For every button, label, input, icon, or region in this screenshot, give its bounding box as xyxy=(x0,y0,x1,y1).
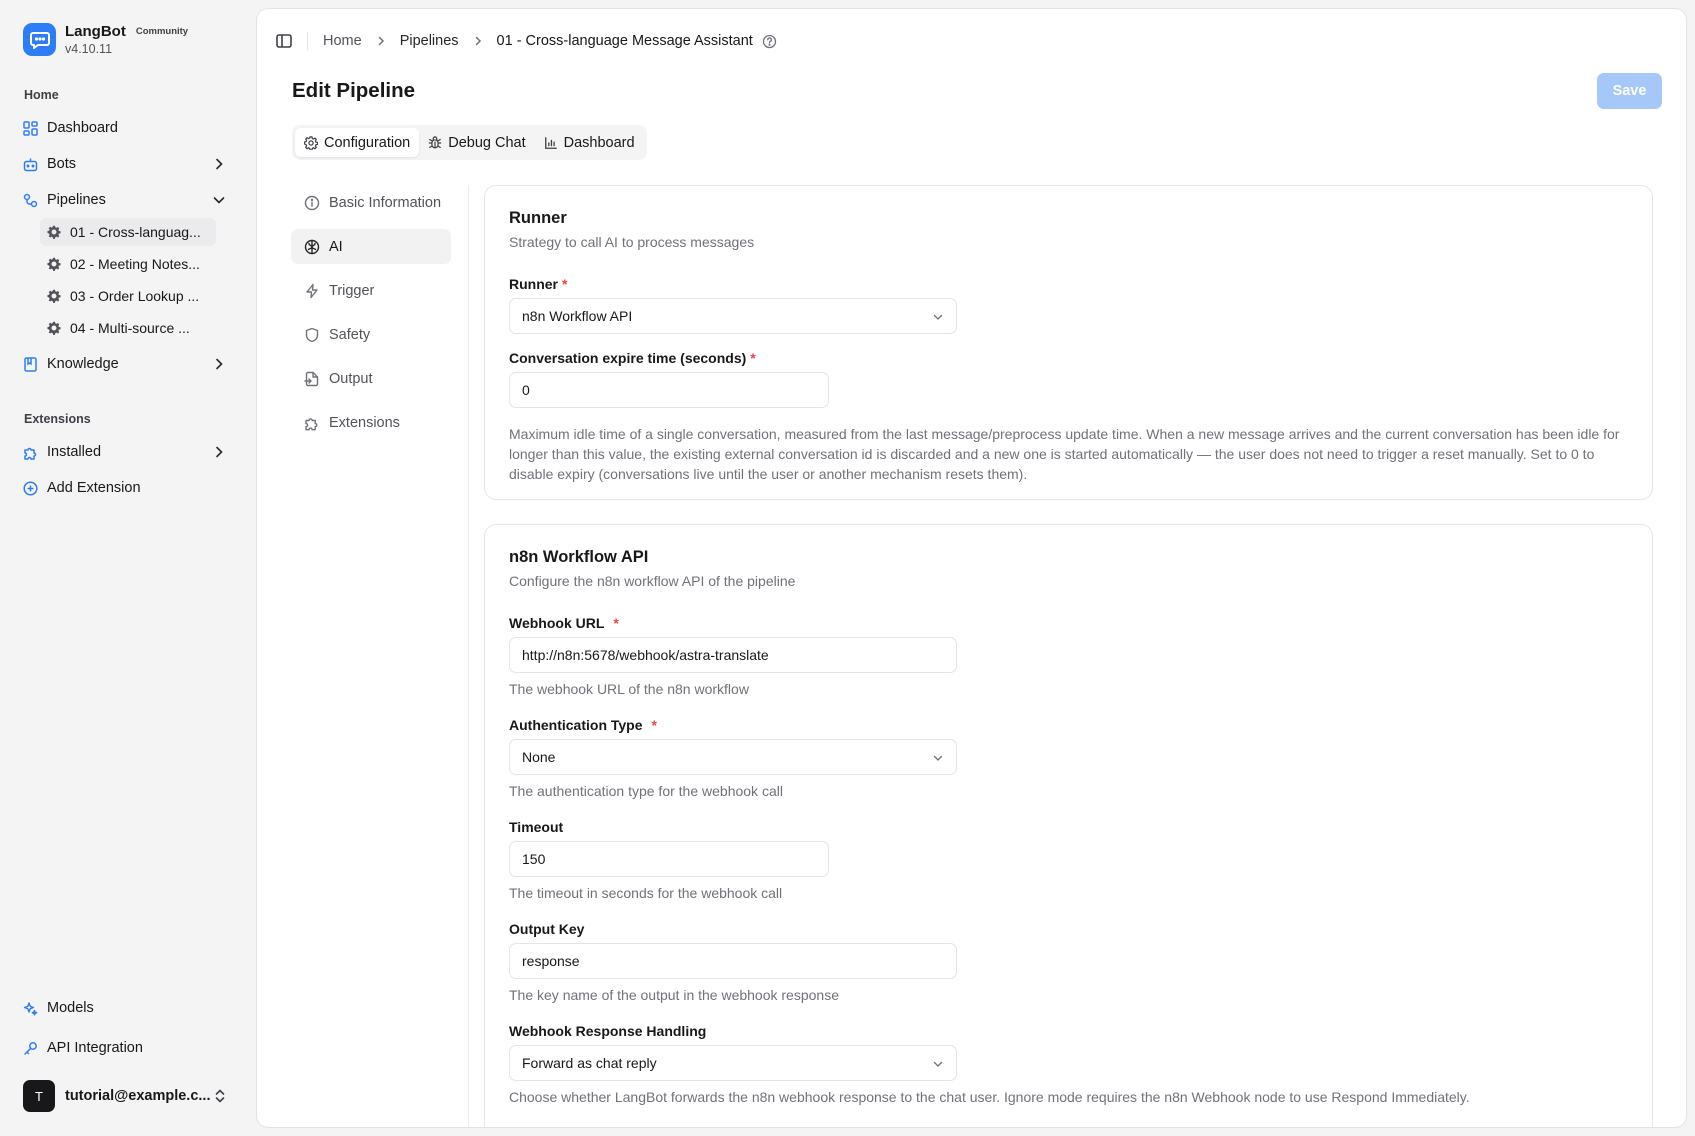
tab-configuration[interactable] xyxy=(295,128,419,157)
response-handling-value: Forward as chat reply xyxy=(522,1055,657,1071)
shield-icon xyxy=(304,327,320,343)
section-nav-basic-information[interactable] xyxy=(291,185,451,220)
output-key-value: response xyxy=(522,953,580,969)
app-version: v4.10.11 xyxy=(65,42,113,56)
chevron-right-icon xyxy=(472,35,484,47)
response-handling-select[interactable] xyxy=(509,1045,957,1081)
section-nav-label: AI xyxy=(329,238,343,255)
gear-icon xyxy=(47,225,61,239)
runner-select-value: n8n Workflow API xyxy=(522,308,633,324)
sidebar-item-label: Models xyxy=(47,1000,94,1016)
card-title: Runner xyxy=(509,209,567,227)
bot-icon xyxy=(22,156,38,172)
auth-type-value: None xyxy=(522,749,556,765)
pipeline-item-label: 04 - Multi-source ... xyxy=(70,320,190,336)
auth-type-label: Authentication Type * xyxy=(509,717,657,733)
workflow-icon xyxy=(22,192,38,208)
sidebar-item-label: API Integration xyxy=(47,1040,143,1056)
runner-label: Runner * xyxy=(509,276,568,292)
page-title: Edit Pipeline xyxy=(292,79,416,102)
section-nav-label: Basic Information xyxy=(329,194,442,211)
user-menu[interactable] xyxy=(23,1080,237,1112)
section-nav-ai[interactable] xyxy=(291,229,451,264)
output-key-label: Output Key xyxy=(509,921,585,937)
section-nav-label: Trigger xyxy=(329,282,375,299)
sidebar-item-dashboard[interactable] xyxy=(22,113,234,143)
save-button[interactable]: Save xyxy=(1597,73,1662,109)
runner-card xyxy=(484,185,1653,500)
expire-help-text: Maximum idle time of a single conversation, measured from the last message/preprocess update time. When a new message arrives and the current conversation has been idle for longer than this value, the existing external conversation id is discarded and a new one is started automatically — the user does not need to trigger a reset manually. Set to 0 to disable expiry (conversations live until the user or another mechanism resets them). xyxy=(509,426,1620,482)
sidebar-item-label: Pipelines xyxy=(47,192,106,208)
chevron-right-icon xyxy=(212,157,226,171)
bug-icon xyxy=(428,136,442,150)
output-key-input[interactable] xyxy=(509,943,957,979)
pipeline-item-label: 02 - Meeting Notes... xyxy=(70,256,200,272)
lightning-icon xyxy=(304,283,320,299)
section-nav-label: Output xyxy=(329,370,373,387)
sidebar-item-installed[interactable] xyxy=(22,437,234,467)
sidebar-pipeline-item[interactable] xyxy=(40,282,216,310)
tab-label: Configuration xyxy=(324,134,411,151)
section-nav-label: Safety xyxy=(329,326,371,343)
bar-chart-icon xyxy=(544,136,558,150)
sidebar-pipeline-item[interactable] xyxy=(40,218,216,246)
main-panel xyxy=(256,8,1687,1128)
section-label-home: Home xyxy=(24,88,59,102)
langbot-logo-icon xyxy=(23,23,56,56)
tab-debug-chat[interactable] xyxy=(419,128,534,157)
sidebar-item-api-integration[interactable] xyxy=(22,1033,234,1063)
plus-circle-icon xyxy=(22,480,38,496)
timeout-value: 150 xyxy=(522,851,546,867)
section-nav-output[interactable] xyxy=(291,361,451,396)
webhook-url-help: The webhook URL of the n8n workflow xyxy=(509,681,749,697)
key-icon xyxy=(22,1040,38,1056)
section-nav xyxy=(291,185,451,449)
sidebar-item-add-extension[interactable] xyxy=(22,473,234,503)
brand[interactable] xyxy=(23,23,188,56)
book-icon xyxy=(22,356,38,372)
chevron-right-icon xyxy=(375,35,387,47)
chevron-right-icon xyxy=(212,445,226,459)
divider xyxy=(307,32,308,50)
chevron-down-icon xyxy=(932,311,944,323)
breadcrumb-home[interactable]: Home xyxy=(323,33,362,49)
section-nav-extensions[interactable] xyxy=(291,405,451,440)
sidebar-item-knowledge[interactable] xyxy=(22,349,234,379)
sidebar xyxy=(0,0,256,1136)
timeout-input[interactable] xyxy=(509,841,829,877)
user-email: tutorial@example.c... xyxy=(65,1088,211,1104)
sidebar-item-label: Installed xyxy=(47,444,102,460)
sidebar-item-pipelines[interactable] xyxy=(22,185,234,215)
gear-icon xyxy=(304,136,318,150)
runner-select[interactable] xyxy=(509,298,957,334)
expire-label: Conversation expire time (seconds) * xyxy=(509,350,756,366)
sidebar-item-label: Dashboard xyxy=(47,120,118,136)
sidebar-item-label: Add Extension xyxy=(47,480,141,496)
expire-time-value: 0 xyxy=(522,382,530,398)
response-handling-help: Choose whether LangBot forwards the n8n webhook response to the chat user. Ignore mode requires the n8n Webhook node to use Respond Immediately. xyxy=(509,1089,1470,1105)
gear-icon xyxy=(47,289,61,303)
chevrons-up-down-icon xyxy=(213,1088,227,1104)
auth-type-help: The authentication type for the webhook call xyxy=(509,783,783,799)
sidebar-item-label: Knowledge xyxy=(47,356,119,372)
breadcrumb-current: 01 - Cross-language Message Assistant xyxy=(496,33,753,49)
timeout-help: The timeout in seconds for the webhook call xyxy=(509,885,783,901)
pipeline-item-label: 03 - Order Lookup ... xyxy=(70,288,200,304)
info-icon xyxy=(304,195,320,211)
avatar: T xyxy=(23,1080,55,1112)
card-subtitle: Configure the n8n workflow API of the pipeline xyxy=(509,573,796,589)
topbar xyxy=(275,31,777,51)
timeout-label: Timeout xyxy=(509,819,564,835)
chevron-down-icon xyxy=(212,193,226,207)
sidebar-toggle-icon[interactable] xyxy=(275,32,293,50)
section-label-extensions: Extensions xyxy=(24,412,91,426)
puzzle-icon xyxy=(304,415,320,431)
app-name: LangBot xyxy=(65,23,126,40)
webhook-url-label: Webhook URL * xyxy=(509,615,619,631)
edition-badge: Community xyxy=(135,26,189,37)
help-circle-icon[interactable] xyxy=(762,34,777,49)
chevron-down-icon xyxy=(932,752,944,764)
response-handling-label: Webhook Response Handling xyxy=(509,1023,707,1039)
output-key-help: The key name of the output in the webhook response xyxy=(509,987,839,1003)
tab-label: Debug Chat xyxy=(448,134,526,151)
section-nav-trigger[interactable] xyxy=(291,273,451,308)
section-nav-safety[interactable] xyxy=(291,317,451,352)
card-title: n8n Workflow API xyxy=(509,548,649,566)
card-subtitle: Strategy to call AI to process messages xyxy=(509,234,755,250)
sidebar-item-models[interactable] xyxy=(22,993,234,1023)
sidebar-pipeline-item[interactable] xyxy=(40,314,216,342)
expire-time-input[interactable] xyxy=(509,372,829,408)
tab-label: Dashboard xyxy=(563,134,635,151)
output-icon xyxy=(304,371,320,387)
puzzle-icon xyxy=(22,444,38,460)
section-nav-label: Extensions xyxy=(329,414,400,431)
sidebar-item-bots[interactable] xyxy=(22,149,234,179)
chevron-right-icon xyxy=(212,357,226,371)
sidebar-pipeline-item[interactable] xyxy=(40,250,216,278)
dashboard-icon xyxy=(22,120,38,136)
gear-icon xyxy=(47,321,61,335)
breadcrumb-pipelines[interactable]: Pipelines xyxy=(399,33,459,49)
tab-dashboard[interactable] xyxy=(535,128,644,157)
tab-bar xyxy=(292,125,647,160)
webhook-url-input[interactable] xyxy=(509,637,957,673)
brain-icon xyxy=(304,239,320,255)
chevron-down-icon xyxy=(932,1058,944,1070)
breadcrumb xyxy=(323,33,777,49)
auth-type-select[interactable] xyxy=(509,739,957,775)
n8n-workflow-card xyxy=(484,524,1653,1128)
pipeline-item-label: 01 - Cross-languag... xyxy=(70,224,201,240)
sidebar-item-label: Bots xyxy=(47,156,77,172)
webhook-url-value: http://n8n:5678/webhook/astra-translate xyxy=(522,647,769,663)
divider xyxy=(468,185,469,1128)
gear-icon xyxy=(47,257,61,271)
sparkles-icon xyxy=(22,1000,38,1016)
